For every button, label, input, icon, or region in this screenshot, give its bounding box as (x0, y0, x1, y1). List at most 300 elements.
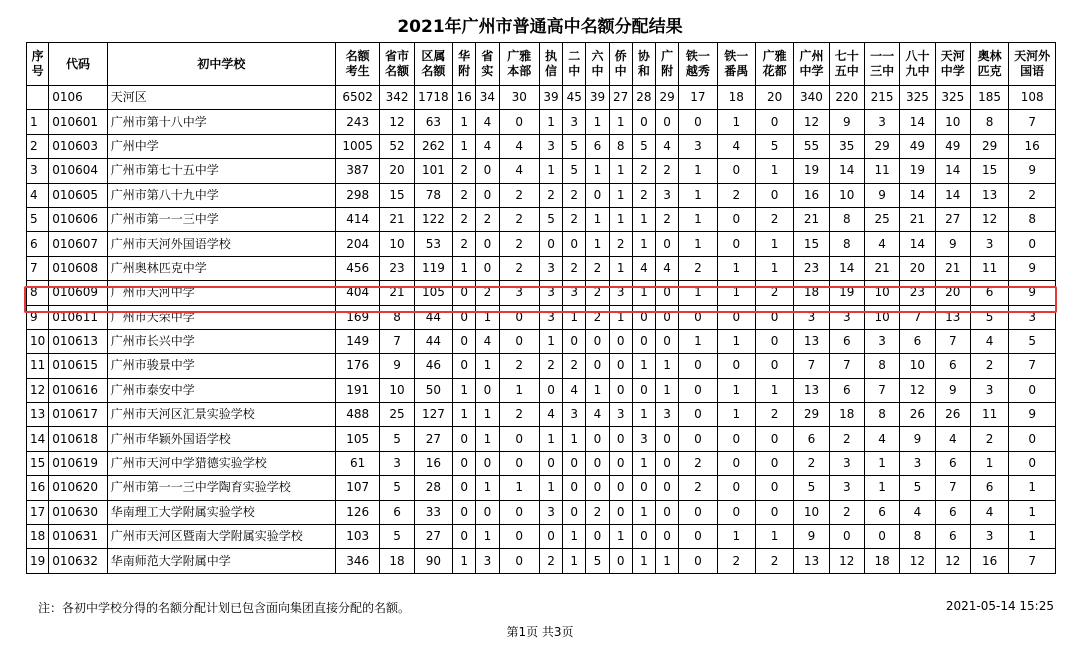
quota-cell: 0 (656, 427, 679, 451)
quota-cell: 0 (476, 378, 499, 402)
quota-cell: 52 (380, 134, 414, 158)
quota-cell: 1 (717, 256, 755, 280)
quota-cell: 191 (335, 378, 379, 402)
quota-cell: 1 (453, 378, 476, 402)
quota-cell: 0 (755, 476, 793, 500)
school-name-cell: 广州市天河区汇景实验学校 (107, 403, 335, 427)
quota-cell: 0 (539, 232, 562, 256)
quota-cell: 4 (900, 500, 935, 524)
column-header: 广州 中学 (794, 43, 829, 86)
quota-cell: 21 (380, 281, 414, 305)
quota-cell: 0 (609, 476, 632, 500)
column-header: 初中学校 (107, 43, 335, 86)
quota-cell: 3 (656, 183, 679, 207)
quota-cell: 12 (900, 378, 935, 402)
quota-cell: 1 (656, 378, 679, 402)
quota-cell: 34 (476, 86, 499, 110)
quota-cell: 4 (632, 256, 655, 280)
quota-cell: 2 (829, 500, 864, 524)
table-row (27, 207, 1056, 231)
quota-cell: 0 (656, 525, 679, 549)
row-number-cell: 5 (27, 207, 49, 231)
quota-cell: 20 (900, 256, 935, 280)
quota-cell: 2 (632, 183, 655, 207)
quota-cell: 2 (499, 354, 539, 378)
quota-cell: 0 (656, 476, 679, 500)
quota-cell: 1 (717, 110, 755, 134)
quota-cell: 21 (935, 256, 970, 280)
quota-cell: 1 (755, 159, 793, 183)
quota-cell: 1 (499, 378, 539, 402)
column-header: 代码 (49, 43, 108, 86)
quota-cell: 0 (609, 549, 632, 573)
row-number-cell: 19 (27, 549, 49, 573)
quota-cell: 2 (539, 549, 562, 573)
quota-cell: 1 (586, 378, 609, 402)
quota-cell: 14 (900, 183, 935, 207)
quota-cell: 0 (609, 500, 632, 524)
table-row (27, 476, 1056, 500)
quota-cell: 8 (829, 207, 864, 231)
quota-cell: 5 (380, 476, 414, 500)
quota-cell: 1 (609, 305, 632, 329)
quota-cell: 27 (609, 86, 632, 110)
quota-cell: 8 (900, 525, 935, 549)
school-code-cell: 010617 (49, 403, 108, 427)
quota-cell: 12 (900, 549, 935, 573)
school-name-cell: 广州市长兴中学 (107, 329, 335, 353)
row-number-cell: 13 (27, 403, 49, 427)
quota-cell: 1 (679, 329, 717, 353)
row-number-cell: 4 (27, 183, 49, 207)
quota-cell: 4 (935, 427, 970, 451)
quota-cell: 4 (970, 500, 1008, 524)
quota-cell: 0 (679, 110, 717, 134)
column-header: 协 和 (632, 43, 655, 86)
quota-cell: 4 (586, 403, 609, 427)
quota-cell: 9 (1009, 281, 1056, 305)
row-number-cell: 1 (27, 110, 49, 134)
column-header: 铁一 越秀 (679, 43, 717, 86)
quota-cell: 9 (1009, 256, 1056, 280)
footnote: 注：各初中学校分得的名额分配计划已包含面向集团直接分配的名额。 (38, 601, 411, 615)
quota-cell: 220 (829, 86, 864, 110)
school-code-cell: 010619 (49, 451, 108, 475)
quota-cell: 0 (679, 378, 717, 402)
quota-cell: 53 (414, 232, 452, 256)
quota-cell: 6 (380, 500, 414, 524)
quota-cell: 2 (656, 159, 679, 183)
quota-cell: 325 (900, 86, 935, 110)
column-header: 天河外 国语 (1009, 43, 1056, 86)
row-number-cell: 18 (27, 525, 49, 549)
header-row (27, 43, 1056, 86)
quota-cell: 105 (414, 281, 452, 305)
quota-cell: 19 (794, 159, 829, 183)
quota-cell: 0 (632, 476, 655, 500)
column-header: 六 中 (586, 43, 609, 86)
quota-cell: 2 (829, 427, 864, 451)
quota-cell: 5 (794, 476, 829, 500)
quota-cell: 1 (563, 549, 586, 573)
quota-cell: 2 (679, 256, 717, 280)
quota-cell: 2 (476, 281, 499, 305)
quota-cell: 1 (539, 159, 562, 183)
quota-cell: 13 (970, 183, 1008, 207)
school-name-cell: 广州奥林匹克中学 (107, 256, 335, 280)
quota-cell: 4 (970, 329, 1008, 353)
quota-cell: 12 (794, 110, 829, 134)
quota-cell: 2 (1009, 183, 1056, 207)
quota-cell: 13 (794, 329, 829, 353)
school-name-cell: 广州市第八十九中学 (107, 183, 335, 207)
quota-cell: 0 (755, 451, 793, 475)
quota-cell: 0 (453, 500, 476, 524)
quota-cell: 6 (794, 427, 829, 451)
school-name-cell: 广州市第十八中学 (107, 110, 335, 134)
quota-cell: 10 (380, 378, 414, 402)
quota-cell: 20 (935, 281, 970, 305)
quota-cell: 9 (1009, 159, 1056, 183)
quota-cell: 1 (679, 207, 717, 231)
quota-cell: 2 (755, 281, 793, 305)
page-indicator: 第1页 共3页 (506, 625, 574, 639)
quota-cell: 7 (935, 476, 970, 500)
quota-cell: 2 (586, 500, 609, 524)
print-timestamp: 2021-05-14 15:25 (945, 599, 1054, 613)
quota-cell: 21 (794, 207, 829, 231)
quota-cell: 2 (453, 207, 476, 231)
column-header: 一一 三中 (864, 43, 899, 86)
quota-cell: 3 (563, 281, 586, 305)
school-code-cell: 0106 (49, 86, 108, 110)
quota-cell: 127 (414, 403, 452, 427)
quota-cell: 414 (335, 207, 379, 231)
table-row (27, 134, 1056, 158)
quota-cell: 0 (453, 354, 476, 378)
quota-cell: 0 (717, 232, 755, 256)
quota-cell: 3 (829, 451, 864, 475)
quota-cell: 3 (864, 110, 899, 134)
quota-cell: 0 (1009, 427, 1056, 451)
quota-cell: 325 (935, 86, 970, 110)
quota-cell: 0 (499, 305, 539, 329)
quota-cell: 0 (632, 378, 655, 402)
quota-cell: 0 (609, 451, 632, 475)
quota-cell: 6502 (335, 86, 379, 110)
quota-cell: 0 (563, 476, 586, 500)
quota-cell: 0 (717, 451, 755, 475)
quota-cell: 7 (794, 354, 829, 378)
column-header: 省 实 (476, 43, 499, 86)
row-number-cell: 10 (27, 329, 49, 353)
quota-cell: 0 (539, 451, 562, 475)
quota-cell: 1 (717, 281, 755, 305)
quota-cell: 5 (380, 427, 414, 451)
quota-cell: 14 (829, 256, 864, 280)
quota-cell: 1 (632, 354, 655, 378)
quota-cell: 1 (1009, 500, 1056, 524)
column-header: 广雅 花都 (755, 43, 793, 86)
school-name-cell: 广州市天河中学 (107, 281, 335, 305)
quota-cell: 2 (717, 549, 755, 573)
quota-cell: 3 (632, 427, 655, 451)
school-code-cell: 010603 (49, 134, 108, 158)
row-number-cell: 6 (27, 232, 49, 256)
quota-cell: 8 (864, 403, 899, 427)
quota-cell: 28 (632, 86, 655, 110)
quota-cell: 5 (900, 476, 935, 500)
quota-cell: 1 (563, 525, 586, 549)
quota-cell: 119 (414, 256, 452, 280)
school-name-cell: 天河区 (107, 86, 335, 110)
quota-cell: 0 (717, 476, 755, 500)
quota-cell: 9 (1009, 403, 1056, 427)
quota-cell: 2 (499, 256, 539, 280)
quota-cell: 2 (717, 183, 755, 207)
quota-cell: 1 (679, 281, 717, 305)
quota-cell: 3 (609, 281, 632, 305)
quota-cell: 23 (900, 281, 935, 305)
quota-cell: 3 (970, 232, 1008, 256)
quota-cell: 0 (679, 500, 717, 524)
quota-cell: 27 (414, 525, 452, 549)
quota-cell: 1 (563, 427, 586, 451)
quota-cell: 3 (563, 403, 586, 427)
quota-cell: 1 (632, 451, 655, 475)
quota-cell: 0 (1009, 378, 1056, 402)
quota-cell: 0 (563, 500, 586, 524)
quota-cell: 9 (935, 378, 970, 402)
quota-cell: 8 (1009, 207, 1056, 231)
quota-cell: 18 (380, 549, 414, 573)
quota-cell: 0 (586, 427, 609, 451)
quota-cell: 3 (794, 305, 829, 329)
quota-cell: 1 (609, 256, 632, 280)
quota-cell: 5 (1009, 329, 1056, 353)
quota-cell: 15 (794, 232, 829, 256)
quota-cell: 0 (1009, 451, 1056, 475)
quota-cell: 1 (586, 110, 609, 134)
school-code-cell: 010630 (49, 500, 108, 524)
quota-cell: 1 (679, 159, 717, 183)
quota-cell: 8 (864, 354, 899, 378)
row-number-cell: 3 (27, 159, 49, 183)
quota-cell: 2 (586, 281, 609, 305)
quota-cell: 1 (632, 207, 655, 231)
quota-cell: 1 (476, 427, 499, 451)
quota-cell: 17 (679, 86, 717, 110)
quota-cell: 0 (656, 329, 679, 353)
quota-cell: 1 (717, 525, 755, 549)
quota-cell: 2 (586, 305, 609, 329)
column-header: 名额 考生 (335, 43, 379, 86)
quota-cell: 5 (970, 305, 1008, 329)
quota-cell: 2 (563, 256, 586, 280)
school-name-cell: 广州市天荣中学 (107, 305, 335, 329)
quota-cell: 1718 (414, 86, 452, 110)
quota-cell: 23 (794, 256, 829, 280)
school-name-cell: 广州市泰安中学 (107, 378, 335, 402)
quota-cell: 1 (476, 354, 499, 378)
quota-cell: 3 (499, 281, 539, 305)
quota-cell: 1 (453, 256, 476, 280)
quota-cell: 0 (499, 329, 539, 353)
quota-cell: 3 (539, 134, 562, 158)
quota-cell: 0 (632, 110, 655, 134)
quota-cell: 0 (476, 500, 499, 524)
quota-cell: 3 (1009, 305, 1056, 329)
quota-cell: 16 (1009, 134, 1056, 158)
column-header: 天河 中学 (935, 43, 970, 86)
quota-cell: 0 (476, 256, 499, 280)
school-code-cell: 010632 (49, 549, 108, 573)
school-name-cell: 广州市华颖外国语学校 (107, 427, 335, 451)
school-name-cell: 广州市天河区暨南大学附属实验学校 (107, 525, 335, 549)
quota-cell: 3 (539, 256, 562, 280)
quota-cell: 0 (632, 525, 655, 549)
quota-cell: 1 (586, 207, 609, 231)
quota-cell: 5 (380, 525, 414, 549)
quota-cell: 3 (539, 281, 562, 305)
quota-cell: 101 (414, 159, 452, 183)
quota-cell: 107 (335, 476, 379, 500)
column-header: 执 信 (539, 43, 562, 86)
quota-cell: 7 (900, 305, 935, 329)
table-row (27, 305, 1056, 329)
quota-cell: 1 (679, 232, 717, 256)
quota-cell: 0 (679, 525, 717, 549)
quota-cell: 0 (656, 305, 679, 329)
quota-cell: 1 (755, 232, 793, 256)
quota-cell: 0 (453, 281, 476, 305)
quota-cell: 176 (335, 354, 379, 378)
quota-cell: 1 (679, 183, 717, 207)
quota-cell: 404 (335, 281, 379, 305)
quota-cell: 0 (453, 329, 476, 353)
quota-cell: 3 (656, 403, 679, 427)
quota-cell: 1 (970, 451, 1008, 475)
quota-cell: 1 (586, 232, 609, 256)
quota-cell: 44 (414, 329, 452, 353)
quota-cell: 0 (717, 159, 755, 183)
quota-cell: 9 (864, 183, 899, 207)
quota-cell: 0 (586, 183, 609, 207)
quota-cell: 6 (935, 451, 970, 475)
quota-cell: 1 (609, 159, 632, 183)
quota-cell: 15 (970, 159, 1008, 183)
quota-cell: 6 (935, 500, 970, 524)
quota-cell: 10 (864, 305, 899, 329)
quota-cell: 0 (586, 329, 609, 353)
column-header: 八十 九中 (900, 43, 935, 86)
quota-cell: 1 (453, 134, 476, 158)
quota-cell: 6 (970, 281, 1008, 305)
school-name-cell: 广州市第一一三中学陶育实验学校 (107, 476, 335, 500)
quota-cell: 4 (476, 329, 499, 353)
quota-cell: 10 (935, 110, 970, 134)
quota-cell: 1 (632, 232, 655, 256)
quota-cell: 1 (755, 256, 793, 280)
quota-cell: 20 (380, 159, 414, 183)
quota-cell: 204 (335, 232, 379, 256)
table-row (27, 232, 1056, 256)
quota-cell: 0 (632, 305, 655, 329)
quota-cell: 5 (563, 159, 586, 183)
school-name-cell: 广州市骏景中学 (107, 354, 335, 378)
quota-cell: 1 (453, 549, 476, 573)
quota-cell: 0 (656, 232, 679, 256)
quota-cell: 33 (414, 500, 452, 524)
quota-cell: 7 (380, 329, 414, 353)
quota-cell: 2 (755, 549, 793, 573)
quota-cell: 6 (935, 354, 970, 378)
quota-cell: 5 (755, 134, 793, 158)
quota-cell: 0 (717, 305, 755, 329)
school-name-cell: 广州市第七十五中学 (107, 159, 335, 183)
quota-cell: 19 (900, 159, 935, 183)
table-row (27, 183, 1056, 207)
quota-cell: 103 (335, 525, 379, 549)
quota-cell: 4 (656, 256, 679, 280)
column-header: 七十 五中 (829, 43, 864, 86)
quota-cell: 3 (380, 451, 414, 475)
quota-cell: 0 (453, 451, 476, 475)
quota-cell: 14 (829, 159, 864, 183)
quota-cell: 1 (632, 549, 655, 573)
table-row (27, 427, 1056, 451)
quota-cell: 4 (499, 159, 539, 183)
quota-cell: 4 (499, 134, 539, 158)
quota-cell: 9 (935, 232, 970, 256)
quota-cell: 16 (970, 549, 1008, 573)
quota-cell: 8 (970, 110, 1008, 134)
quota-cell: 30 (499, 86, 539, 110)
quota-cell: 0 (476, 232, 499, 256)
table-row (27, 451, 1056, 475)
quota-cell: 0 (755, 305, 793, 329)
table-row (27, 329, 1056, 353)
quota-cell: 126 (335, 500, 379, 524)
quota-cell: 342 (380, 86, 414, 110)
quota-cell: 63 (414, 110, 452, 134)
quota-cell: 0 (476, 451, 499, 475)
quota-cell: 105 (335, 427, 379, 451)
quota-cell: 0 (717, 500, 755, 524)
quota-cell: 0 (717, 427, 755, 451)
school-code-cell: 010620 (49, 476, 108, 500)
quota-cell: 0 (609, 329, 632, 353)
quota-cell: 1 (632, 403, 655, 427)
quota-cell: 0 (453, 305, 476, 329)
quota-cell: 5 (632, 134, 655, 158)
quota-cell: 1 (586, 159, 609, 183)
quota-cell: 3 (970, 378, 1008, 402)
quota-cell: 0 (679, 305, 717, 329)
quota-cell: 0 (563, 232, 586, 256)
quota-cell: 1 (717, 403, 755, 427)
quota-cell: 1 (476, 525, 499, 549)
column-header: 序 号 (27, 43, 49, 86)
quota-cell: 1 (609, 525, 632, 549)
quota-cell: 11 (970, 403, 1008, 427)
table-row (27, 525, 1056, 549)
quota-cell: 0 (499, 451, 539, 475)
quota-cell: 13 (794, 378, 829, 402)
quota-cell: 10 (380, 232, 414, 256)
quota-cell: 10 (864, 281, 899, 305)
quota-cell: 49 (935, 134, 970, 158)
